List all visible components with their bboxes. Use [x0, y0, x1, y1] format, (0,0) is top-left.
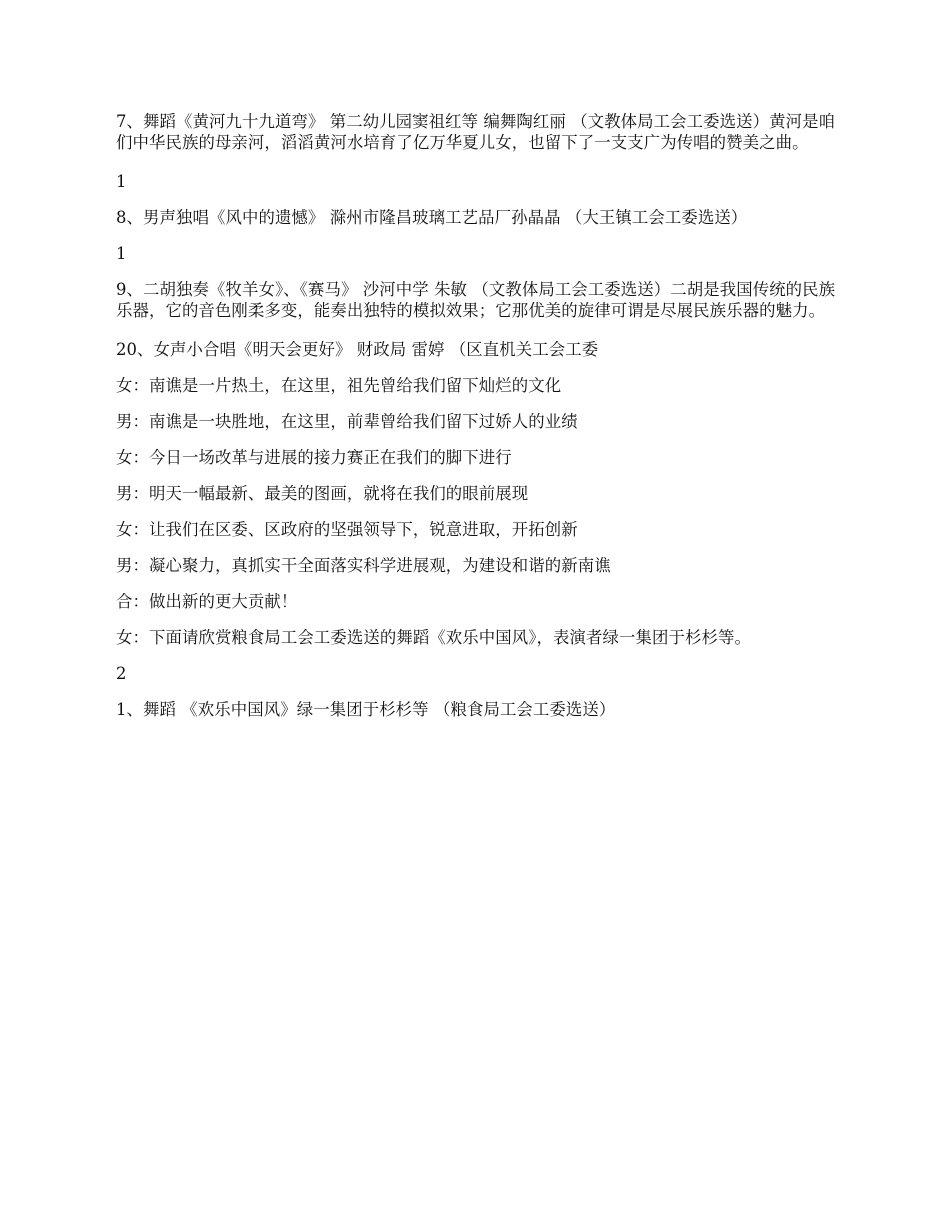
number-line: 1: [116, 244, 127, 263]
host-line-female: 女：南谯是一片热土，在这里，祖先曾给我们留下灿烂的文化: [116, 376, 562, 395]
host-line-male: 男：凝心聚力，真抓实干全面落实科学进展观，为建设和谐的新南谯: [116, 556, 611, 575]
program-item-20: 20、女声小合唱《明天会更好》 财政局 雷婷 （区直机关工会工委: [116, 340, 599, 359]
host-line-male: 男：南谯是一块胜地，在这里，前辈曾给我们留下过娇人的业绩: [116, 412, 578, 431]
host-line-together: 合：做出新的更大贡献！: [116, 592, 298, 611]
host-line-female: 女：让我们在区委、区政府的坚强领导下，锐意进取，开拓创新: [116, 520, 578, 539]
number-line: 2: [116, 664, 127, 683]
program-item-9: 9、二胡独奏《牧羊女》、《赛马》 沙河中学 朱敏 （文教体局工会工委选送）二胡是我国传统的民族乐器，它的音色刚柔多变，能奏出独特的模拟效果；它那优美的旋律可谓是尽展民族乐器的魅力。: [116, 280, 836, 320]
program-item-8: 8、男声独唱《风中的遗憾》 滁州市隆昌玻璃工艺品厂孙晶晶 （大王镇工会工委选送）: [116, 208, 748, 227]
host-line-female: 女：今日一场改革与进展的接力赛正在我们的脚下进行: [116, 448, 512, 467]
document-page: [116, 111, 846, 735]
program-item-1: 1、舞蹈 《欢乐中国风》绿一集团于杉杉等 （粮食局工会工委选送）: [116, 700, 616, 719]
program-item-7: 7、舞蹈《黄河九十九道弯》 第二幼儿园窦祖红等 编舞陶红丽 （文教体局工会工委选送）黄河是咱们中华民族的母亲河，滔滔黄河水培育了亿万华夏儿女，也留下了一支支广为传唱的赞美之曲。: [116, 112, 836, 152]
host-line-male: 男：明天一幅最新、最美的图画，就将在我们的眼前展现: [116, 484, 529, 503]
number-line: 1: [116, 172, 127, 191]
host-line-female: 女：下面请欣赏粮食局工会工委选送的舞蹈《欢乐中国风》，表演者绿一集团于杉杉等。: [116, 628, 751, 647]
